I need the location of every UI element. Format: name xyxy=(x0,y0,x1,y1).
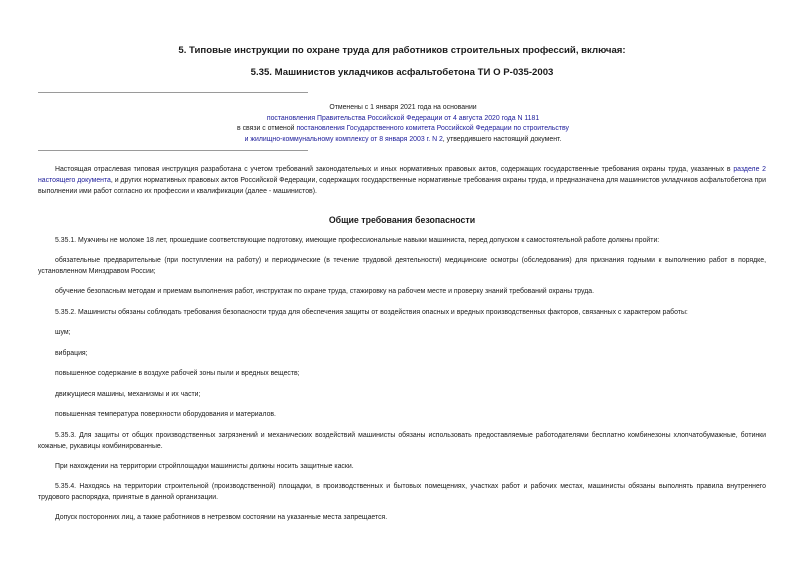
paragraph-helmets: При нахождении на территории стройплощадки машинисты должны носить защитные каски. xyxy=(55,463,354,470)
revocation-notice xyxy=(188,103,618,145)
list-item-dust: повышенное содержание в воздухе рабочей зоны пыли и вредных веществ; xyxy=(55,370,300,377)
paragraph-5-35-1: 5.35.1. Мужчины не моложе 18 лет, прошедшие соответствующие подготовку, имеющие профессиональные навыки машиниста, перед допуском к самостоятельной работе должны пройти: xyxy=(55,237,660,244)
paragraph-safety-training: обучение безопасным методам и приемам выполнения работ, инструктаж по охране труда, стажировку на рабочем месте и проверку знаний требований охраны труда. xyxy=(55,288,595,295)
notice-bottom-rule xyxy=(38,150,308,151)
paragraph-access-prohibited: Допуск посторонних лиц, а также работников в нетрезвом состоянии на указанные места запрещается. xyxy=(55,514,388,521)
list-item-vibration: вибрация; xyxy=(55,350,88,357)
intro-text-pre: Настоящая отраслевая типовая инструкция разработана с учетом требований законодательных и иных нормативных правовых актов, содержащих государственные требования охраны труда, указанных в xyxy=(55,166,734,173)
list-item-noise: шум; xyxy=(55,329,71,336)
notice-top-rule xyxy=(38,92,308,93)
notice-line-4-text: , утвердившего настоящий документ. xyxy=(442,135,562,143)
intro-paragraph xyxy=(38,164,766,197)
intro-text-post: , и других нормативных правовых актов Российской Федерации, содержащих государственные нормативные требования охраны труда, и предназначена для машинистов укладчиков асфальтобетона при выполнении ими работ согласно их профессии и квалификации (далее - машинистов). xyxy=(38,177,766,195)
intro-link-section-2[interactable]: разделе 2 настоящего документа xyxy=(38,166,766,184)
notice-link-gosstroy-decree-part2[interactable]: и жилищно-коммунальному комплексу от 8 января 2003 г. N 2 xyxy=(244,135,443,143)
list-item-high-temperature: повышенная температура поверхности оборудования и материалов. xyxy=(55,411,276,418)
document-title: 5. Типовые инструкции по охране труда для работников строительных профессий, включая: xyxy=(178,45,626,56)
notice-line-1: Отменены с 1 января 2021 года на основании xyxy=(329,104,477,111)
notice-line-3-text: в связи с отменой xyxy=(237,125,297,132)
notice-link-government-decree[interactable]: постановления Правительства Российской Федерации от 4 августа 2020 года N 1181 xyxy=(266,114,540,122)
paragraph-5-35-3: 5.35.3. Для защиты от общих производственных загрязнений и механических воздействий машинисты обязаны использовать предоставляемые работодателями бесплатно комбинезоны хлопчатобумажные, ботинки кожаные, рукавицы комбинированные. xyxy=(38,432,766,450)
notice-link-gosstroy-decree-part1[interactable]: постановления Государственного комитета Российской Федерации по строительству xyxy=(296,125,569,132)
document-subtitle: 5.35. Машинистов укладчиков асфальтобетона ТИ О Р-035-2003 xyxy=(250,67,554,78)
paragraph-medical-exams: обязательные предварительные (при поступлении на работу) и периодические (в течение трудовой деятельности) медицинские осмотры (обследования) для признания годными к выполнению работ в порядке, установленном Минздравом России; xyxy=(38,257,766,275)
paragraph-5-35-2: 5.35.2. Машинисты обязаны соблюдать требования безопасности труда для обеспечения защиты от воздействия опасных и вредных производственных факторов, связанных с характером работы: xyxy=(55,309,688,316)
list-item-moving-machines: движущиеся машины, механизмы и их части; xyxy=(55,391,201,398)
section-title-general-safety: Общие требования безопасности xyxy=(328,215,476,225)
paragraph-5-35-4: 5.35.4. Находясь на территории строительной (производственной) площадки, в производственных и бытовых помещениях, участках работ и рабочих местах, машинисты обязаны выполнять правила внутреннего трудового распорядка, принятые в данной организации. xyxy=(38,483,766,501)
